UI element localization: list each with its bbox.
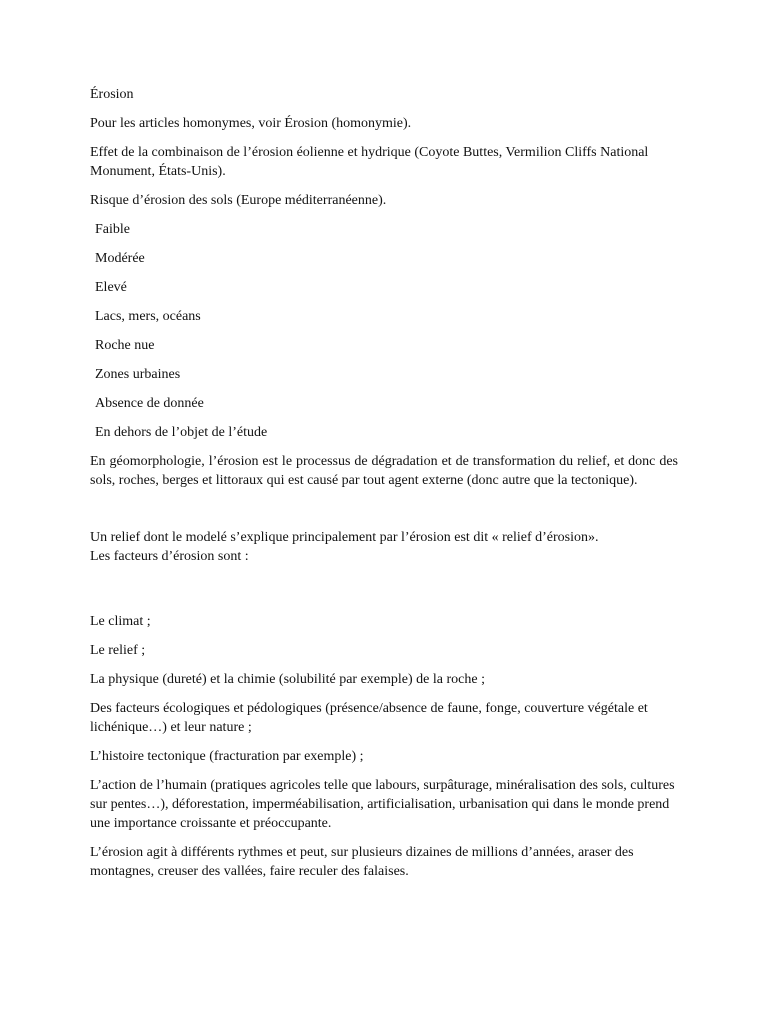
factor-tectonique: L’histoire tectonique (fracturation par exemple) ; [90,749,364,764]
homonym-note: Pour les articles homonymes, voir Érosion (homonymie). [90,116,412,131]
spacer [90,500,678,528]
document-title: Érosion [90,87,134,102]
map-caption: Risque d’érosion des sols (Europe méditerranéenne). [90,193,387,208]
legend-item-faible: Faible [95,222,130,237]
relief-line: Un relief dont le modelé s’explique principalement par l’érosion est dit « relief d’érosion». [90,530,599,545]
spacer [90,576,678,612]
factor-ecologiques: Des facteurs écologiques et pédologiques (présence/absence de faune, fonge, couverture végétale et lichénique…) et leur nature ; [90,701,648,735]
factor-roche: La physique (dureté) et la chimie (solubilité par exemple) de la roche ; [90,672,485,687]
image-caption: Effet de la combinaison de l’érosion éolienne et hydrique (Coyote Buttes, Vermilion Cliffs National Monument, États-Unis). [90,145,649,179]
factors-intro: Les facteurs d’érosion sont : [90,549,249,564]
factors-list [90,612,678,833]
legend-item-roche-nue: Roche nue [95,338,155,353]
factor-humain: L’action de l’humain (pratiques agricoles telle que labours, surpâturage, minéralisation des sols, cultures sur pentes…), déforestation, imperméabilisation, artificialisation, urbanisation qui dans le monde prend une importance croissante et préoccupante. [90,778,675,831]
factor-climat: Le climat ; [90,614,151,629]
legend-item-zones-urbaines: Zones urbaines [95,367,181,382]
legend-item-eleve: Elevé [95,280,127,295]
legend-item-moderee: Modérée [95,251,145,266]
factor-relief: Le relief ; [90,643,146,658]
closing-paragraph: L’érosion agit à différents rythmes et peut, sur plusieurs dizaines de millions d’années, araser des montagnes, creuser des vallées, faire reculer des falaises. [90,845,634,879]
legend-item-absence-donnee: Absence de donnée [95,396,204,411]
relief-paragraph [90,528,678,566]
legend-item-hors-etude: En dehors de l’objet de l’étude [95,425,268,440]
map-legend [90,220,678,442]
definition-paragraph: En géomorphologie, l’érosion est le processus de dégradation et de transformation du relief, et donc des sols, roches, berges et littoraux qui est causé par tout agent externe (donc autre que la tectonique). [90,454,678,488]
legend-item-lacs: Lacs, mers, océans [95,309,201,324]
